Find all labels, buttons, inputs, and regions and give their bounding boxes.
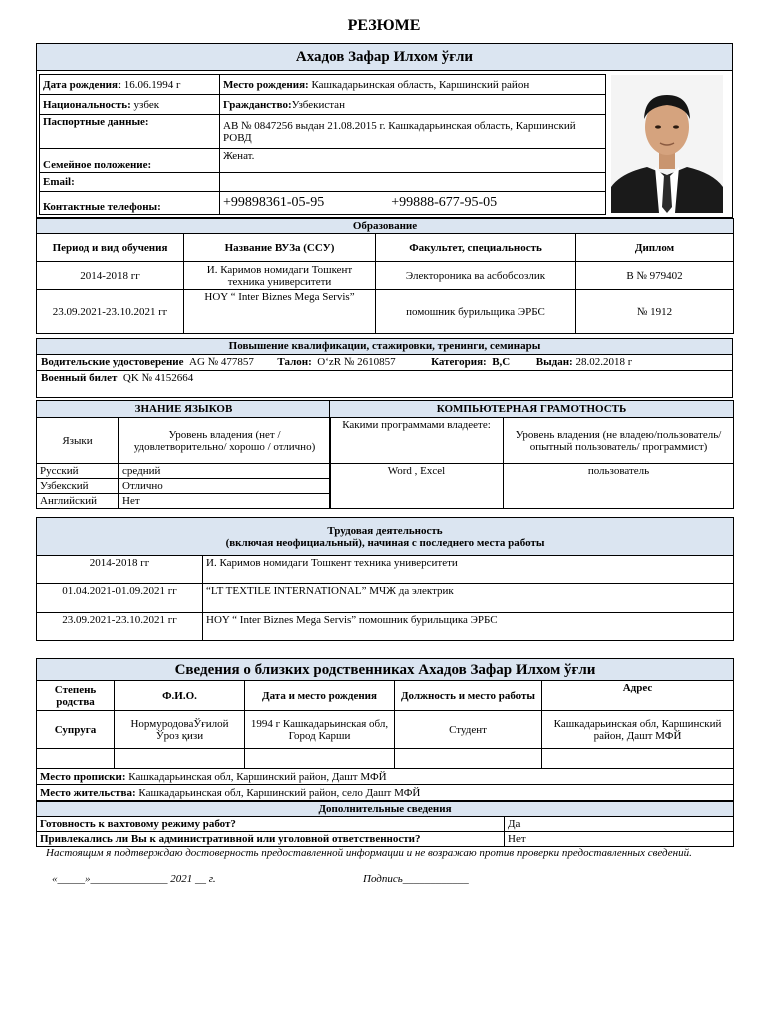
- military-id-label: Военный билет: [41, 372, 118, 384]
- relatives-table: [36, 658, 734, 801]
- empty-cell: [115, 749, 245, 769]
- education-header-diploma: Диплом: [576, 234, 734, 262]
- education-faculty: помошник бурильщика ЭРБС: [376, 290, 576, 334]
- work-title: [37, 518, 734, 556]
- work-period: 23.09.2021-23.10.2021 гг: [37, 613, 203, 641]
- email-value: [220, 173, 606, 192]
- table-row: [37, 711, 734, 749]
- birth-date-cell: [40, 75, 220, 95]
- birth-place-value: Кашкадарьинская область, Каршинский район: [311, 78, 530, 91]
- qualification-title: Повышение квалификации, стажировки, тренинги, семинары: [37, 339, 732, 355]
- empty-cell: [395, 749, 542, 769]
- computer-level: пользователь: [504, 464, 734, 509]
- profile-photo: [611, 75, 723, 213]
- language-name: Узбекский: [37, 479, 119, 494]
- education-period: 23.09.2021-23.10.2021 гг: [37, 290, 184, 334]
- work-place: HOY “ Inter Biznes Mega Servis” помошник бурильщика ЭРБС: [203, 613, 734, 641]
- relative-job: Студент: [395, 711, 542, 749]
- residence-cell: [37, 785, 734, 801]
- language-name: Английский: [37, 494, 119, 509]
- table-row: [37, 464, 331, 479]
- education-university: И. Каримов номидаги Тошкент техника университети: [184, 262, 376, 290]
- citizenship-cell: [220, 95, 606, 115]
- qualification-section: [36, 338, 733, 398]
- birth-date-value: : 16.06.1994 г: [117, 78, 181, 91]
- additional-question-2: Привлекались ли Вы к административной или уголовной ответственности?: [37, 832, 505, 847]
- residence-label: Место жительства:: [40, 786, 136, 799]
- relative-relation: Супруга: [37, 711, 115, 749]
- person-name: Ахадов Зафар Илхом ўғли: [37, 44, 732, 71]
- birth-place-cell: [220, 75, 606, 95]
- registration-cell: [37, 769, 734, 785]
- additional-title: Дополнительные сведения: [37, 802, 734, 817]
- phones-label: Контактные телефоны:: [43, 201, 161, 213]
- education-faculty: Электороника ва асбобсозлик: [376, 262, 576, 290]
- education-header-university: Название ВУЗа (ССУ): [184, 234, 376, 262]
- work-place: И. Каримов номидаги Тошкент техника университети: [203, 556, 734, 584]
- marital-label: Семейное положение:: [43, 159, 152, 171]
- nationality-cell: [40, 95, 220, 115]
- residence-value: Кашкадарьинская обл, Каршинский район, село Дашт МФЙ: [138, 786, 421, 799]
- additional-question-1: Готовность к вахтовому режиму работ?: [37, 817, 505, 832]
- additional-answer-1: Да: [505, 817, 734, 832]
- relative-address: Кашкадарьинская обл, Каршинский район, Дашт МФЙ: [542, 711, 734, 749]
- personal-table: [39, 74, 606, 215]
- table-row: [37, 584, 734, 613]
- work-title-line1: Трудовая деятельность: [327, 524, 443, 537]
- registration-value: Кашкадарьинская обл, Каршинский район, Дашт МФЙ: [128, 770, 387, 783]
- driver-license-value: AG № 477857: [189, 356, 254, 368]
- work-period: 2014-2018 гг: [37, 556, 203, 584]
- nationality-value: узбек: [133, 98, 160, 111]
- table-row: [37, 479, 331, 494]
- languages-header-level: Уровень владения (нет / удовлетворительно/ хорошо / отлично): [119, 418, 331, 464]
- marital-value: Женат.: [220, 149, 606, 173]
- education-header-faculty: Факультет, специальность: [376, 234, 576, 262]
- personal-section: [36, 43, 733, 218]
- work-place: “LT TEXTILE INTERNATIONAL” МЧЖ да электрик: [203, 584, 734, 613]
- language-name: Русский: [37, 464, 119, 479]
- education-period: 2014-2018 гг: [37, 262, 184, 290]
- marital-label-cell: [40, 149, 220, 173]
- table-row: [37, 749, 734, 769]
- passport-value: АВ № 0847256 выдан 21.08.2015 г. Кашкадарьинская область, Каршинский РОВД: [220, 115, 606, 149]
- issued-label: Выдан:: [535, 356, 573, 368]
- computer-programs: Word , Excel: [330, 464, 504, 509]
- language-level: Отлично: [119, 479, 331, 494]
- empty-cell: [542, 749, 734, 769]
- education-diploma: В № 979402: [576, 262, 734, 290]
- relatives-header-relation: Степень родства: [37, 681, 115, 711]
- relatives-header-job: Должность и место работы: [395, 681, 542, 711]
- driver-license-label: Водительские удостоверение: [41, 356, 184, 368]
- table-row: [37, 290, 734, 334]
- computer-table: [329, 400, 734, 509]
- education-title: Образование: [37, 219, 734, 234]
- table-row: [37, 262, 734, 290]
- nationality-label: Национальность:: [43, 98, 131, 111]
- phones-label-cell: [40, 192, 220, 215]
- languages-header-lang: Языки: [37, 418, 119, 464]
- category-label: Категория:: [431, 356, 487, 368]
- registration-label: Место прописки:: [40, 770, 126, 783]
- language-level: Нет: [119, 494, 331, 509]
- language-level: средний: [119, 464, 331, 479]
- phones-cell: [220, 192, 606, 215]
- empty-cell: [37, 749, 115, 769]
- email-label-cell: [40, 173, 220, 192]
- table-row: [37, 556, 734, 584]
- additional-answer-2: Нет: [505, 832, 734, 847]
- category-value: B,C: [492, 356, 511, 368]
- empty-cell: [245, 749, 395, 769]
- computer-header-programs: Какими программами владеете:: [330, 418, 504, 464]
- military-id-line: [41, 372, 193, 386]
- passport-label-cell: [40, 115, 220, 149]
- confirmation-text: Настоящим я подтверждаю достоверность предоставленной информации и не возражаю против проверки предоставленных сведений.: [46, 847, 692, 859]
- work-period: 01.04.2021-01.09.2021 гг: [37, 584, 203, 613]
- computer-header-level: Уровень владения (не владею/пользователь/ опытный пользователь/ программист): [504, 418, 734, 464]
- driver-license-line: [41, 356, 731, 370]
- education-table: [36, 218, 734, 334]
- birth-place-label: Место рождения:: [223, 78, 309, 91]
- signature-line: Подпись____________: [363, 873, 469, 885]
- phone-2: +99888-677-95-05: [391, 195, 498, 210]
- work-title-line2: (включая неофициальный), начиная с последнего места работы: [225, 536, 545, 549]
- relatives-header-birth: Дата и место рождения: [245, 681, 395, 711]
- date-line: «_____»______________ 2021 __ г.: [52, 873, 216, 885]
- relatives-title: Сведения о близких родственниках Ахадов Зафар Илхом ўғли: [37, 659, 734, 681]
- relative-name: НормуродоваЎғилой Ўроз қизи: [115, 711, 245, 749]
- languages-title: ЗНАНИЕ ЯЗЫКОВ: [37, 401, 331, 418]
- languages-table: [36, 400, 331, 509]
- work-table: [36, 517, 734, 641]
- education-university: HOY “ Inter Biznes Mega Servis”: [184, 290, 376, 334]
- education-diploma: № 1912: [576, 290, 734, 334]
- additional-table: [36, 801, 734, 847]
- talon-label: Талон:: [277, 356, 312, 368]
- computer-title: КОМПЬЮТЕРНАЯ ГРАМОТНОСТЬ: [330, 401, 734, 418]
- birth-date-label: Дата рождения: [43, 78, 118, 91]
- passport-label: Паспортные данные:: [43, 116, 149, 128]
- relatives-header-name: Ф.И.О.: [115, 681, 245, 711]
- education-header-period: Период и вид обучения: [37, 234, 184, 262]
- phone-1: +99898361-05-95: [223, 195, 325, 210]
- military-id-value: QK № 4152664: [122, 372, 194, 384]
- citizenship-label: Гражданство:: [223, 98, 292, 111]
- table-row: [37, 494, 331, 509]
- relatives-header-address: Адрес: [542, 681, 734, 711]
- table-row: [37, 613, 734, 641]
- issued-value: 28.02.2018 г: [575, 356, 633, 368]
- email-label: Email:: [43, 176, 75, 188]
- relative-birth: 1994 г Кашкадарьинская обл, Город Карши: [245, 711, 395, 749]
- document-title: РЕЗЮМЕ: [347, 17, 421, 34]
- talon-value: O‘zR № 2610857: [317, 356, 396, 368]
- citizenship-value: Узбекистан: [291, 98, 345, 111]
